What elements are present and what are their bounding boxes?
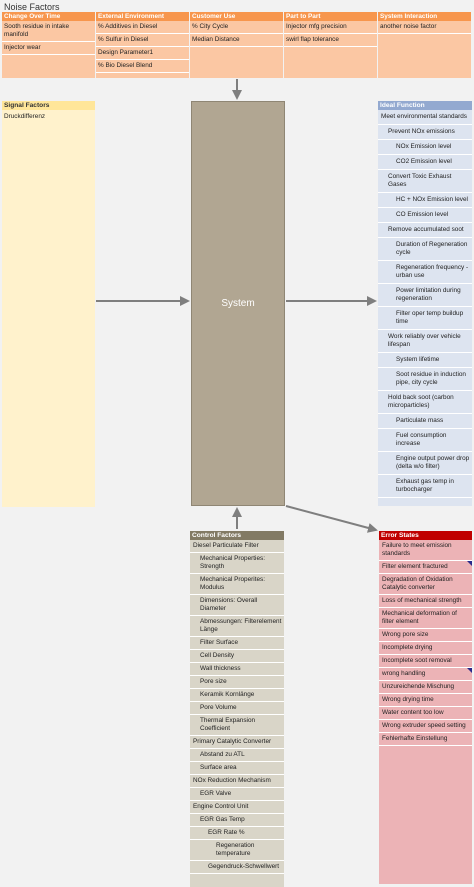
control-factor-item-label: Cell Density bbox=[200, 652, 235, 659]
ideal-function-item-label: Work reliably over vehicle lifespan bbox=[388, 333, 461, 348]
ideal-function-item-label: Remove accumulated soot bbox=[388, 226, 464, 233]
control-factor-item[interactable] bbox=[190, 650, 284, 663]
ideal-function-item[interactable] bbox=[378, 391, 472, 414]
control-factor-item[interactable] bbox=[190, 775, 284, 788]
ideal-function-list bbox=[378, 110, 472, 498]
control-factors-list bbox=[190, 540, 284, 874]
error-state-item-label: Incomplete soot removal bbox=[382, 657, 452, 664]
control-factor-item[interactable] bbox=[190, 663, 284, 676]
noise-column bbox=[378, 12, 471, 78]
error-state-item-label: Wrong pore size bbox=[382, 631, 429, 638]
control-factor-item-label: Keramik Kornlänge bbox=[200, 691, 255, 698]
control-factor-item-label: Diesel Particulate Filter bbox=[193, 542, 259, 549]
noise-column-header: Customer Use bbox=[190, 12, 283, 21]
ideal-function-item[interactable] bbox=[378, 125, 472, 140]
control-factor-item-label: Mechanical Properites: Modulus bbox=[200, 576, 266, 591]
ideal-function-item[interactable] bbox=[378, 452, 472, 475]
noise-factor-item[interactable]: Injector wear bbox=[2, 42, 95, 55]
ideal-function-item[interactable] bbox=[378, 110, 472, 125]
ideal-function-item-label: HC + NOx Emission level bbox=[396, 196, 468, 203]
error-state-item[interactable] bbox=[379, 694, 472, 707]
ideal-function-item[interactable] bbox=[378, 284, 472, 307]
noise-factor-item[interactable]: another noise factor bbox=[378, 21, 471, 34]
system-to-error-arrow bbox=[286, 506, 376, 530]
control-factor-item-label: Surface area bbox=[200, 764, 237, 771]
noise-factor-item[interactable]: % Sulfur in Diesel bbox=[96, 34, 189, 47]
ideal-function-item-label: Convert Toxic Exhaust Gases bbox=[388, 173, 452, 188]
control-factor-item[interactable] bbox=[190, 814, 284, 827]
ideal-function-item[interactable] bbox=[378, 193, 472, 208]
error-state-item-label: Filter element fractured bbox=[382, 563, 448, 570]
control-factor-item[interactable] bbox=[190, 689, 284, 702]
ideal-function-item[interactable] bbox=[378, 223, 472, 238]
noise-column bbox=[190, 12, 283, 78]
signal-factor-item[interactable]: Druckdifferenz bbox=[4, 113, 46, 120]
error-state-item-label: Mechanical deformation of filter element bbox=[382, 610, 457, 625]
control-factor-item-label: Filter Surface bbox=[200, 639, 239, 646]
ideal-function-item-label: Prevent NOx emissions bbox=[388, 128, 455, 135]
noise-factor-item[interactable]: swirl flap tolerance bbox=[284, 34, 377, 47]
control-factor-item[interactable] bbox=[190, 715, 284, 736]
control-factor-item-label: Engine Control Unit bbox=[193, 803, 249, 810]
error-state-item-label: Incomplete drying bbox=[382, 644, 433, 651]
error-state-item[interactable] bbox=[379, 707, 472, 720]
control-factor-item[interactable] bbox=[190, 595, 284, 616]
error-state-item[interactable] bbox=[379, 608, 472, 629]
system-label: System bbox=[221, 298, 255, 309]
ideal-function-item[interactable] bbox=[378, 414, 472, 429]
noise-factor-item[interactable]: % City Cycle bbox=[190, 21, 283, 34]
noise-column-header: Part to Part bbox=[284, 12, 377, 21]
ideal-function-header: Ideal Function bbox=[378, 101, 472, 110]
ideal-function-item[interactable] bbox=[378, 208, 472, 223]
error-states-panel bbox=[379, 531, 472, 884]
system-box[interactable] bbox=[191, 101, 285, 506]
noise-column bbox=[284, 12, 377, 78]
control-factor-item-label: Regeneration temperature bbox=[216, 842, 255, 857]
control-factor-item[interactable] bbox=[190, 676, 284, 689]
error-state-item[interactable] bbox=[379, 733, 472, 746]
noise-column bbox=[96, 12, 189, 78]
control-factor-item-label: Gegendruck-Schwellwert bbox=[208, 863, 280, 870]
ideal-function-item[interactable] bbox=[378, 429, 472, 452]
control-factor-item[interactable] bbox=[190, 827, 284, 840]
signal-factors-panel bbox=[2, 101, 95, 507]
control-factor-item[interactable] bbox=[190, 736, 284, 749]
control-factor-item[interactable] bbox=[190, 637, 284, 650]
ideal-function-item-label: CO Emission level bbox=[396, 211, 449, 218]
error-state-item[interactable] bbox=[379, 668, 472, 681]
control-factor-item-label: NOx Reduction Mechanism bbox=[193, 777, 271, 784]
ideal-function-item-label: NOx Emission level bbox=[396, 143, 452, 150]
ideal-function-item-label: Filter oper temp buildup time bbox=[396, 310, 464, 325]
comment-marker-icon bbox=[467, 668, 472, 673]
comment-marker-icon bbox=[467, 561, 472, 566]
control-factor-item-label: EGR Rate % bbox=[208, 829, 245, 836]
ideal-function-item-label: System lifetime bbox=[396, 356, 440, 363]
control-factor-item[interactable] bbox=[190, 788, 284, 801]
error-state-item[interactable] bbox=[379, 561, 472, 574]
noise-column-header: External Environment bbox=[96, 12, 189, 21]
ideal-function-item-label: Duration of Regeneration cycle bbox=[396, 241, 468, 256]
page-title: Noise Factors bbox=[4, 2, 60, 12]
control-factor-item[interactable] bbox=[190, 801, 284, 814]
ideal-function-item[interactable] bbox=[378, 475, 472, 498]
error-state-item-label: Unzureichende Mischung bbox=[382, 683, 455, 690]
noise-column-header: Change Over Time bbox=[2, 12, 95, 21]
ideal-function-item-label: Meet environmental standards bbox=[381, 113, 467, 120]
control-factor-item[interactable] bbox=[190, 840, 284, 861]
control-factor-item-label: Dimensions: Overall Diameter bbox=[200, 597, 258, 612]
control-factor-item-label: EGR Gas Temp bbox=[200, 816, 245, 823]
ideal-function-item[interactable] bbox=[378, 155, 472, 170]
control-factor-item[interactable] bbox=[190, 749, 284, 762]
control-factor-item-label: Thermal Expansion Coefficient bbox=[200, 717, 256, 732]
control-factor-item[interactable] bbox=[190, 574, 284, 595]
ideal-function-item[interactable] bbox=[378, 170, 472, 193]
control-factor-item-label: Mechanical Properties: Strength bbox=[200, 555, 266, 570]
ideal-function-item[interactable] bbox=[378, 353, 472, 368]
signal-factors-header: Signal Factors bbox=[2, 101, 95, 110]
ideal-function-item-label: CO2 Emission level bbox=[396, 158, 452, 165]
ideal-function-item-label: Hold back soot (carbon microparticles) bbox=[388, 394, 454, 409]
error-state-item-label: Loss of mechanical strength bbox=[382, 597, 462, 604]
noise-factor-item[interactable]: % Additives in Diesel bbox=[96, 21, 189, 34]
error-state-item-label: Failure to meet emission standards bbox=[382, 542, 452, 557]
ideal-function-item[interactable] bbox=[378, 140, 472, 155]
noise-factor-item[interactable]: Sooth residue in intake manifold bbox=[2, 21, 95, 42]
error-state-item-label: wrong handling bbox=[382, 670, 426, 677]
error-state-item[interactable] bbox=[379, 574, 472, 595]
ideal-function-item[interactable] bbox=[378, 330, 472, 353]
error-state-item[interactable] bbox=[379, 681, 472, 694]
ideal-function-item-label: Soot residue in induction pipe, city cycle bbox=[396, 371, 466, 386]
ideal-function-item[interactable] bbox=[378, 238, 472, 261]
control-factor-item-label: Pore size bbox=[200, 678, 227, 685]
ideal-function-panel bbox=[378, 101, 472, 506]
error-state-item[interactable] bbox=[379, 720, 472, 733]
noise-column bbox=[2, 12, 95, 78]
error-state-item-label: Wrong drying time bbox=[382, 696, 434, 703]
control-factor-item[interactable] bbox=[190, 616, 284, 637]
control-factor-item[interactable] bbox=[190, 702, 284, 715]
control-factor-item[interactable] bbox=[190, 553, 284, 574]
error-state-item-label: Degradation of Oxidation Catalytic converter bbox=[382, 576, 453, 591]
error-state-item[interactable] bbox=[379, 595, 472, 608]
control-factor-item-label: Primary Catalytic Converter bbox=[193, 738, 272, 745]
noise-factor-item[interactable]: % Bio Diesel Blend bbox=[96, 60, 189, 73]
noise-factor-item[interactable]: Design Parameter1 bbox=[96, 47, 189, 60]
ideal-function-item-label: Particulate mass bbox=[396, 417, 444, 424]
noise-factor-item[interactable]: Injector mfg precision bbox=[284, 21, 377, 34]
control-factors-header: Control Factors bbox=[190, 531, 284, 540]
control-factor-item[interactable] bbox=[190, 861, 284, 874]
error-state-item[interactable] bbox=[379, 655, 472, 668]
control-factors-panel bbox=[190, 531, 284, 887]
error-states-header: Error States bbox=[379, 531, 472, 540]
control-factor-item-label: Wall thickness bbox=[200, 665, 241, 672]
ideal-function-item-label: Fuel consumption increase bbox=[396, 432, 447, 447]
error-state-item-label: Fehlerhafte Einstellung bbox=[382, 735, 448, 742]
control-factor-item-label: Pore Volume bbox=[200, 704, 237, 711]
ideal-function-item-label: Regeneration frequency - urban use bbox=[396, 264, 469, 279]
control-factor-item[interactable] bbox=[190, 540, 284, 553]
ideal-function-item[interactable] bbox=[378, 261, 472, 284]
noise-column-header: System Interaction bbox=[378, 12, 471, 21]
control-factor-item-label: EGR Valve bbox=[200, 790, 232, 797]
control-factor-item-label: Abstand zu ATL bbox=[200, 751, 245, 758]
ideal-function-item[interactable] bbox=[378, 368, 472, 391]
ideal-function-item[interactable] bbox=[378, 307, 472, 330]
error-state-item-label: Wrong extruder speed setting bbox=[382, 722, 466, 729]
ideal-function-item-label: Exhaust gas temp in turbocharger bbox=[396, 478, 454, 493]
error-state-item[interactable] bbox=[379, 629, 472, 642]
control-factor-item-label: Abmessungen: Filterelement Länge bbox=[200, 618, 282, 633]
ideal-function-item-label: Engine output power drop (delta w/o filter) bbox=[396, 455, 470, 470]
noise-factor-item[interactable]: Median Distance bbox=[190, 34, 283, 47]
error-state-item[interactable] bbox=[379, 642, 472, 655]
error-states-list bbox=[379, 540, 472, 746]
ideal-function-item-label: Power limitation during regeneration bbox=[396, 287, 461, 302]
error-state-item[interactable] bbox=[379, 540, 472, 561]
error-state-item-label: Water content too low bbox=[382, 709, 444, 716]
control-factor-item[interactable] bbox=[190, 762, 284, 775]
